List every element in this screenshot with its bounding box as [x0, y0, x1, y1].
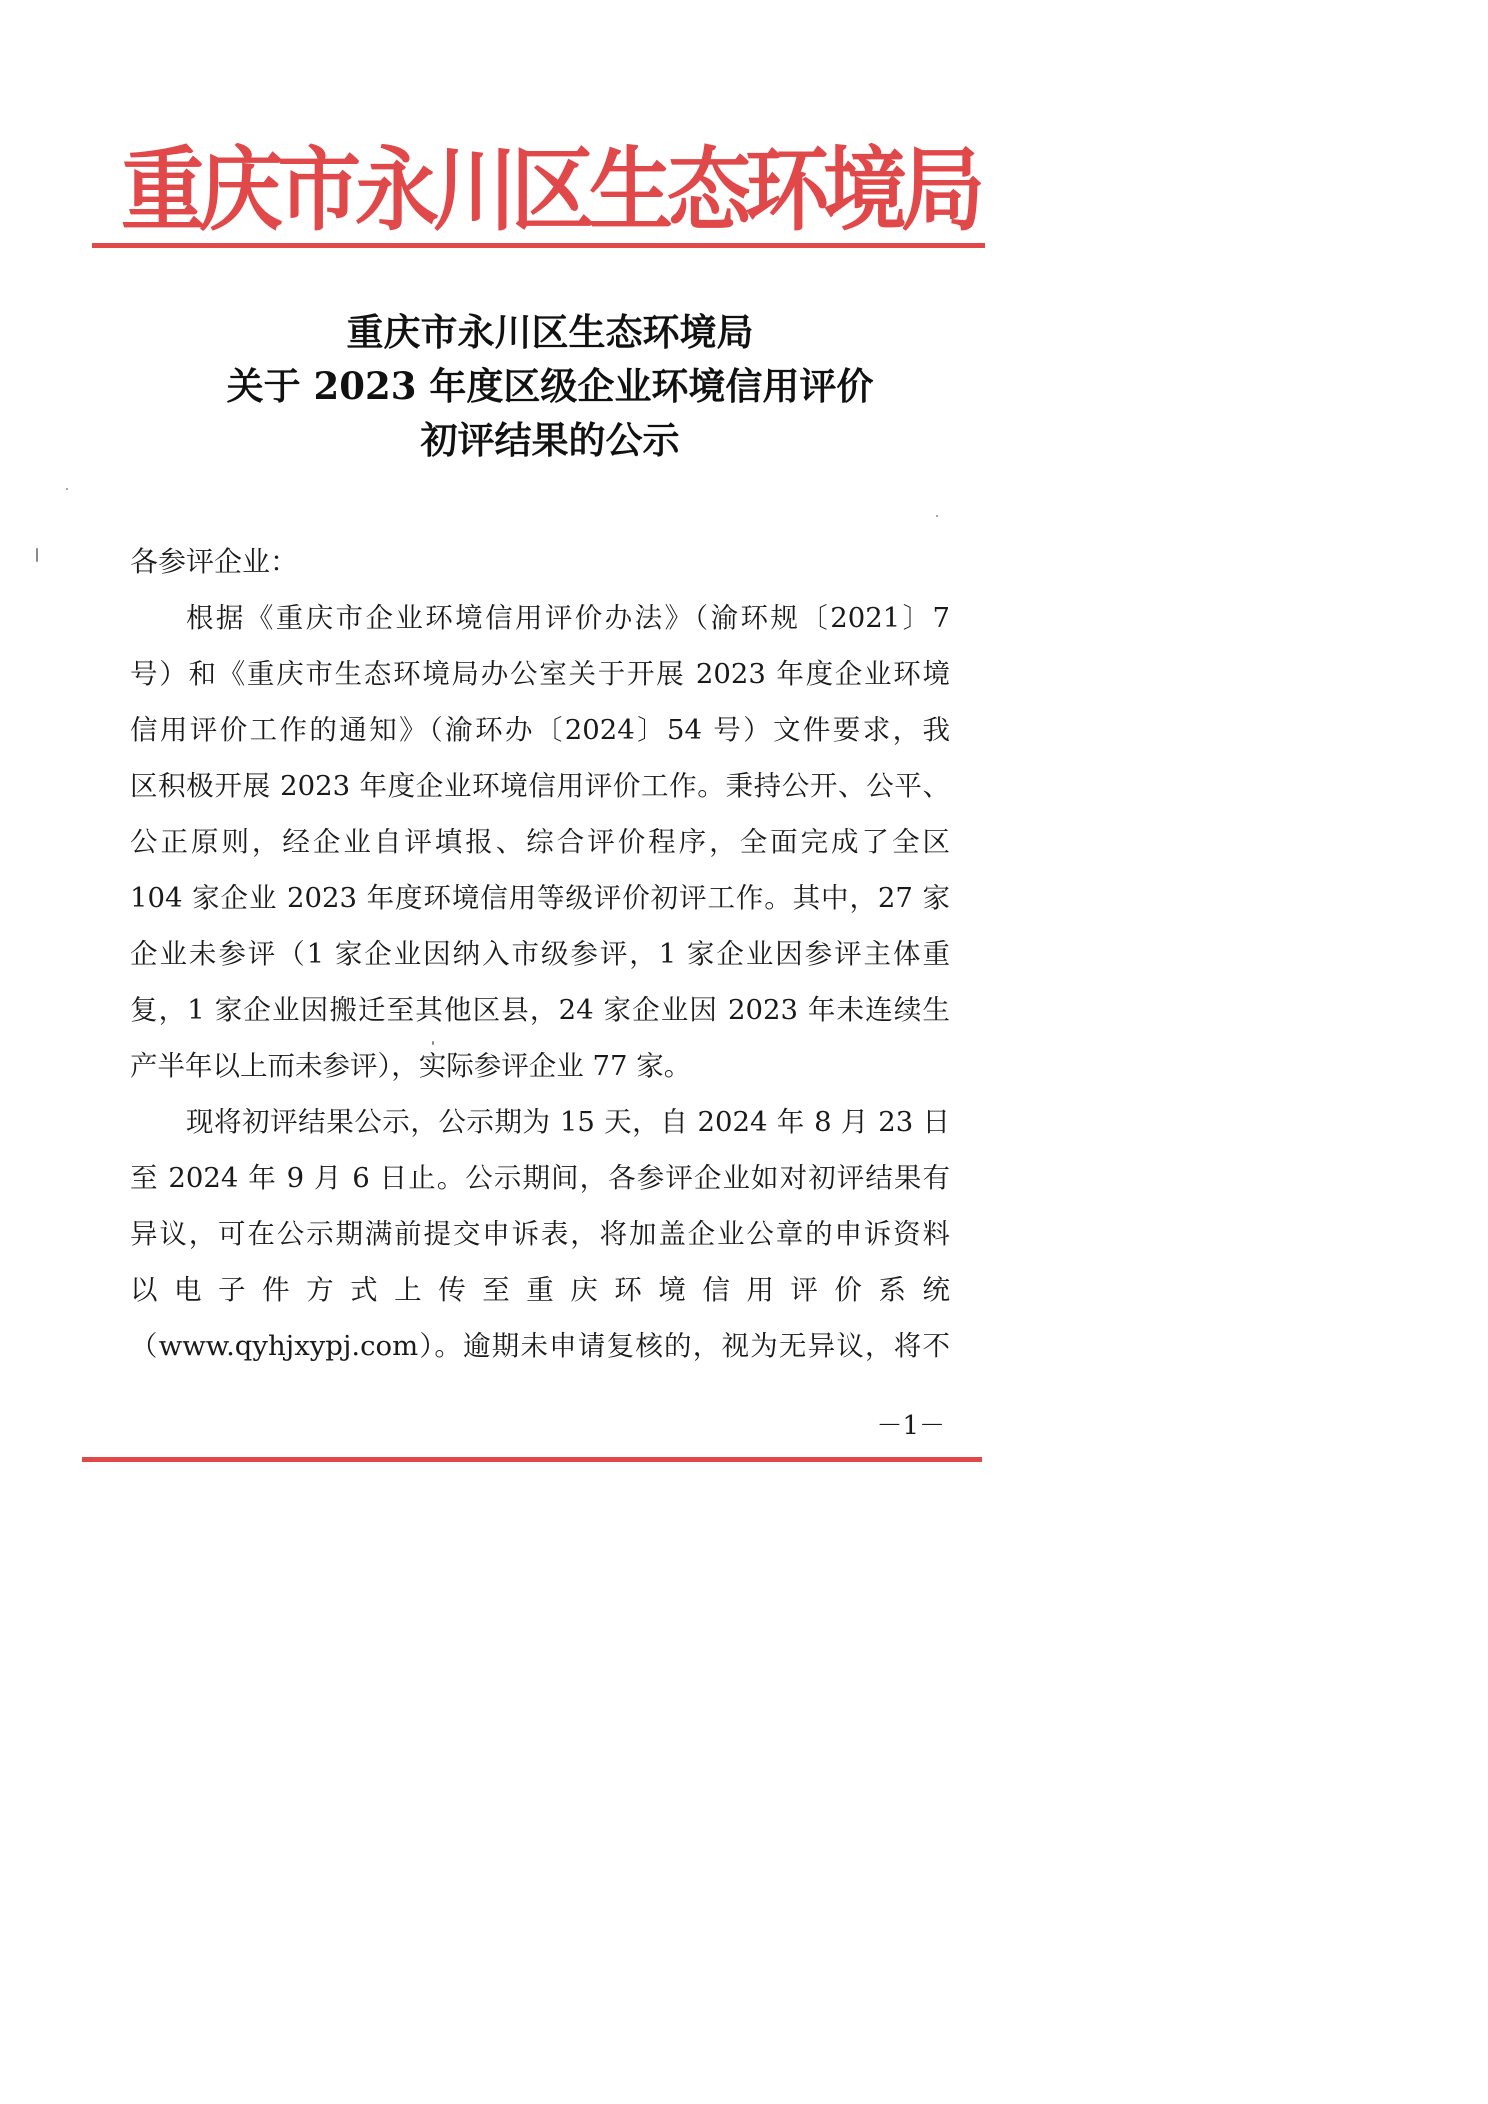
body-line: 区积极开展 2023 年度企业环境信用评价工作。秉持公开、公平、: [130, 770, 950, 802]
scan-speck: [66, 488, 68, 490]
scan-speck: [936, 515, 938, 517]
document-title-line: 重庆市永川区生态环境局: [346, 310, 754, 354]
body-line: 以 电 子 件 方 式 上 传 至 重 庆 环 境 信 用 评 价 系 统: [130, 1274, 950, 1306]
body-line: 104 家企业 2023 年度环境信用等级评价初评工作。其中，27 家: [130, 882, 950, 914]
body-line: 复，1 家企业因搬迁至其他区县，24 家企业因 2023 年未连续生: [130, 994, 950, 1026]
body-line: 企业未参评（1 家企业因纳入市级参评，1 家企业因参评主体重: [130, 938, 950, 970]
document-title-line: 初评结果的公示: [420, 418, 680, 462]
document-title: [0, 305, 1100, 467]
body-line: 至 2024 年 9 月 6 日止。公示期间，各参评企业如对初评结果有: [130, 1162, 950, 1194]
footer-red-rule: [82, 1457, 982, 1462]
salutation: 各参评企业：: [130, 545, 299, 578]
document-title-line: 关于 2023 年度区级企业环境信用评价: [226, 364, 874, 408]
page-number: －1－: [876, 1411, 945, 1441]
letterhead-red-rule: [92, 243, 985, 248]
scan-speck: [432, 1041, 434, 1045]
letterhead-agency-name: 重庆市永川区生态环境局: [120, 137, 979, 244]
body-line: 公正原则，经企业自评填报、综合评价程序，全面完成了全区: [130, 826, 950, 858]
body-line: 现将初评结果公示，公示期为 15 天，自 2024 年 8 月 23 日: [186, 1106, 950, 1138]
body-line: （www.qyhjxypj.com）。逾期未申请复核的，视为无异议，将不: [130, 1330, 950, 1362]
body-line: 信用评价工作的通知》（渝环办〔2024〕54 号）文件要求，我: [130, 714, 950, 746]
body-line: 产半年以上而未参评），实际参评企业 77 家。: [130, 1050, 692, 1082]
body-line: 异议，可在公示期满前提交申诉表，将加盖企业公章的申诉资料: [130, 1218, 950, 1250]
scan-speck: [36, 548, 38, 562]
body-line: 根据《重庆市企业环境信用评价办法》（渝环规〔2021〕7: [186, 602, 950, 634]
body-line: 号）和《重庆市生态环境局办公室关于开展 2023 年度企业环境: [130, 658, 950, 690]
